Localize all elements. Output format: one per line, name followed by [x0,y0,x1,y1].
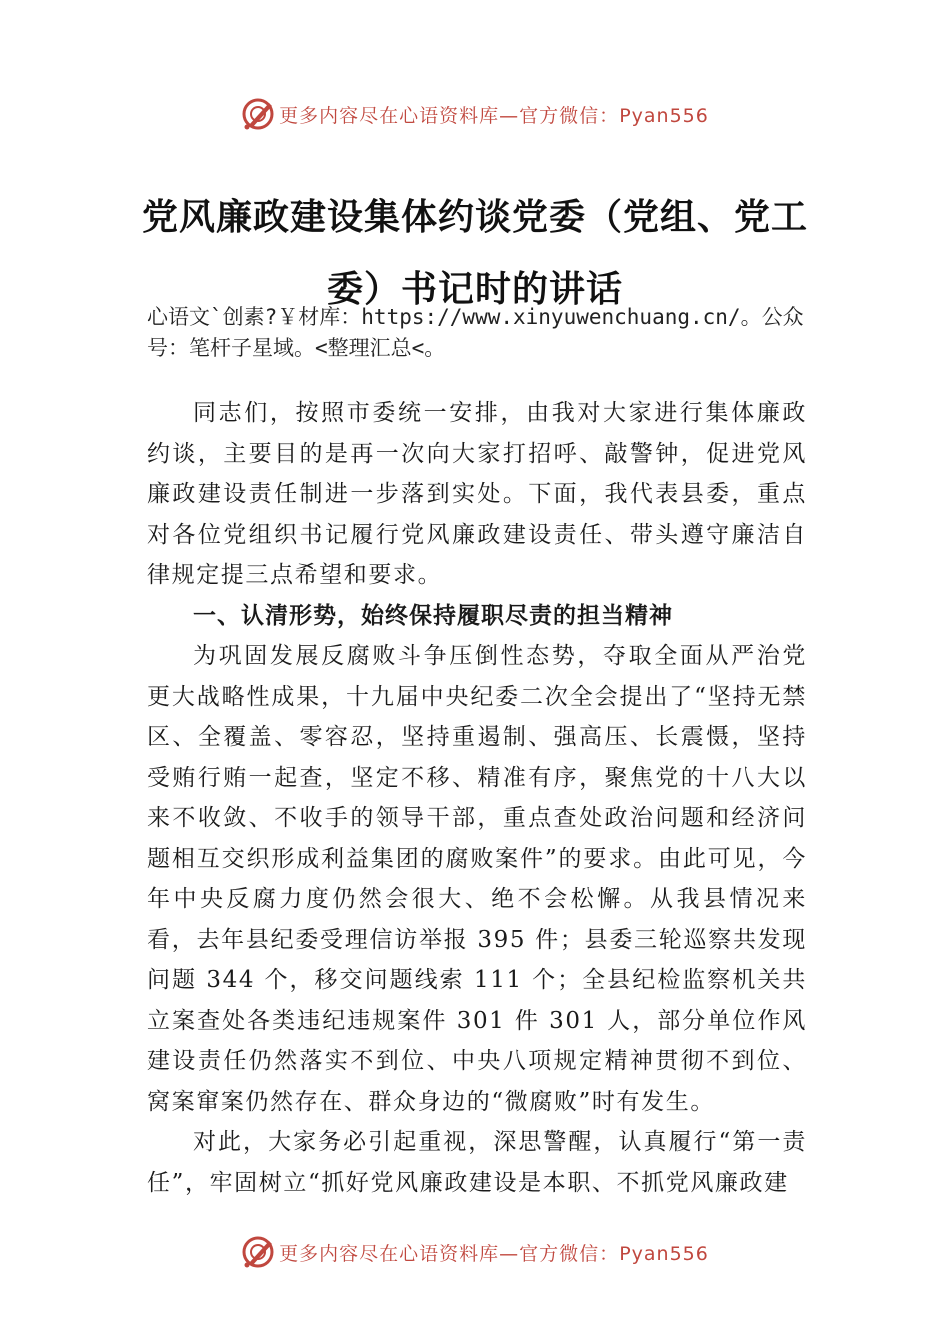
paragraph-2: 为巩固发展反腐败斗争压倒性态势，夺取全面从严治党更大战略性成果，十九届中央纪委二次全会提出了“坚持无禁区、全覆盖、零容忍，坚持重遏制、强高压、长震慑，坚持受贿行贿一起查，坚定不移、精准有序，聚焦党的十八大以来不收敛、不收手的领导干部，重点查处政治问题和经济问题相互交织形成利益集团的腐败案件”的要求。由此可见，今年中央反腐力度仍然会很大、绝不会松懈。从我县情况来看，去年县纪委受理信访举报 395 件；县委三轮巡察共发现问题 344 个，移交问题线索 111 个；全县纪检监察机关共立案查处各类违纪违规案件 301 件 301 人，部分单位作风建设责任仍然落实不到位、中央八项规定精神贯彻不到位、窝案窜案仍然存在、群众身边的“微腐败”时有发生。 [147,643,807,1115]
pen-logo-icon [241,1235,275,1269]
banner-wechat-label: 官方微信： [519,1242,620,1265]
banner-text [279,1239,709,1266]
banner-main: 更多内容尽在心语资料库 [279,1242,500,1265]
header-banner [0,94,950,134]
pen-logo-icon [241,97,275,131]
paragraph-1: 同志们，按照市委统一安排，由我对大家进行集体廉政约谈，主要目的是再一次向大家打招呼、敲警钟，促进党风廉政建设责任制进一步落到实处。下面，我代表县委，重点对各位党组织书记履行党风廉政建设责任、带头遵守廉洁自律规定提三点希望和要求。 [147,400,807,588]
document-body [147,393,807,1203]
banner-separator: — [499,1242,520,1265]
banner-text [279,101,709,128]
banner-main: 更多内容尽在心语资料库 [279,104,500,127]
paragraph-3: 对此，大家务必引起重视，深思警醒，认真履行“第一责任”，牢固树立“抓好党风廉政建设是本职、不抓党风廉政建 [147,1129,807,1196]
source-note: 心语文`创素?￥材库：https://www.xinyuwenchuang.cn/。公众号：笔杆子星域。<整理汇总<。 [147,305,804,360]
banner-wechat-id: Pyan556 [619,104,709,127]
banner-wechat-label: 官方微信： [519,104,620,127]
document-title: 党风廉政建设集体约谈党委（党组、党工委）书记时的讲话 [141,197,808,310]
banner-wechat-id: Pyan556 [619,1242,709,1265]
section-heading-1: 一、认清形势，始终保持履职尽责的担当精神 [193,602,673,629]
banner-separator: — [499,104,520,127]
footer-banner [0,1232,950,1272]
